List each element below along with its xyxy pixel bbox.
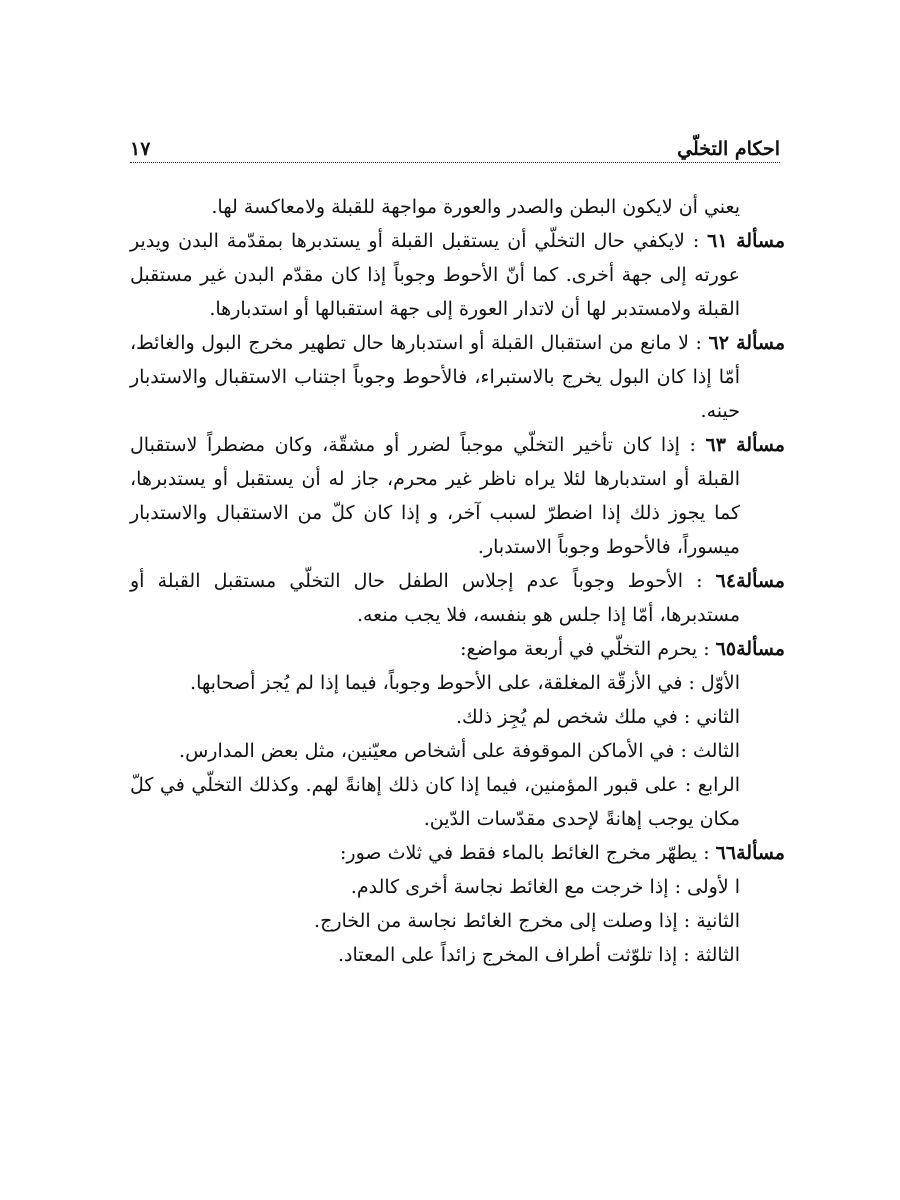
case-item-2: الثانية : إذا وصلت إلى مخرج الغائط نجاسة من الخارج. (314, 910, 740, 932)
page-body (130, 190, 785, 972)
masala-61 (130, 224, 785, 326)
masala-64 (130, 564, 785, 632)
masala-label: مسألة ٦١ (707, 230, 785, 252)
masala-text: : إذا كان تأخير التخلّي موجباً لضرر أو مشقّة، وكان مضطراً لاستقبال القبلة أو استدبارها لئلا يراه ناظر غير محرم، جاز له أن يستقبل أو يستدبرها، كما يجوز ذلك إذا اضطرّ لسبب آخر، و إذا كان كلّ من الاستقبال والاستدبار ميسوراً، فالأحوط وجوباً الاستدبار. (130, 434, 740, 558)
masala-text: : لايكفي حال التخلّي أن يستقبل القبلة أو يستدبرها بمقدّمة البدن ويدير عورته إلى جهة أخرى. كما أنّ الأحوط وجوباً إذا كان مقدّم البدن غير مستقبل القبلة ولامستدبر لها أن لاتدار العورة إلى جهة استقبالها أو استدبارها. (130, 230, 740, 320)
place-item-1: الأوّل : في الأزقّة المغلقة، على الأحوط وجوباً، فيما إذا لم يُجز أصحابها. (190, 672, 740, 694)
masala-label: مسألة٦٦ (715, 842, 785, 864)
header-divider (130, 162, 780, 163)
masala-text: : يحرم التخلّي في أربعة مواضع: (460, 638, 716, 660)
masala-label: مسألة ٦٢ (708, 332, 785, 354)
masala-label: مسألة٦٤ (715, 570, 785, 592)
case-item-3: الثالثة : إذا تلوّثت أطراف المخرج زائداً على المعتاد. (338, 944, 740, 966)
page-header (130, 138, 780, 168)
masala-label: مسألة٦٥ (715, 638, 785, 660)
intro-paragraph: يعني أن لايكون البطن والصدر والعورة مواجهة للقبلة ولامعاكسة لها. (211, 196, 740, 218)
masala-text: : لا مانع من استقبال القبلة أو استدبارها حال تطهير مخرج البول والغائط، أمّا إذا كان البول يخرج بالاستبراء، فالأحوط وجوباً اجتناب الاستقبال والاستدبار حينه. (130, 332, 740, 422)
page-number: ١٧ (130, 138, 151, 160)
place-item-3: الثالث : في الأماكن الموقوفة على أشخاص معيّنين، مثل بعض المدارس. (179, 740, 740, 762)
masala-65 (130, 632, 785, 666)
masala-text: : الأحوط وجوباً عدم إجلاس الطفل حال التخلّي مستقبل القبلة أو مستدبرها، أمّا إذا جلس هو بنفسه، فلا يجب منعه. (130, 570, 740, 626)
case-item-1: ا لأولى : إذا خرجت مع الغائط نجاسة أخرى كالدم. (350, 876, 740, 898)
masala-text: : يطهّر مخرج الغائط بالماء فقط في ثلاث صور: (340, 842, 716, 864)
running-title: احكام التخلّي (677, 138, 780, 160)
masala-62 (130, 326, 785, 428)
masala-label: مسألة ٦٣ (705, 434, 785, 456)
masala-63 (130, 428, 785, 564)
place-item-4: الرابع : على قبور المؤمنين، فيما إذا كان ذلك إهانةً لهم. وكذلك التخلّي في كلّ مكان يوجب إهانةً لإحدى مقدّسات الدّين. (130, 774, 740, 830)
place-item-2: الثاني : في ملك شخص لم يُجِز ذلك. (455, 706, 740, 728)
masala-66 (130, 836, 785, 870)
